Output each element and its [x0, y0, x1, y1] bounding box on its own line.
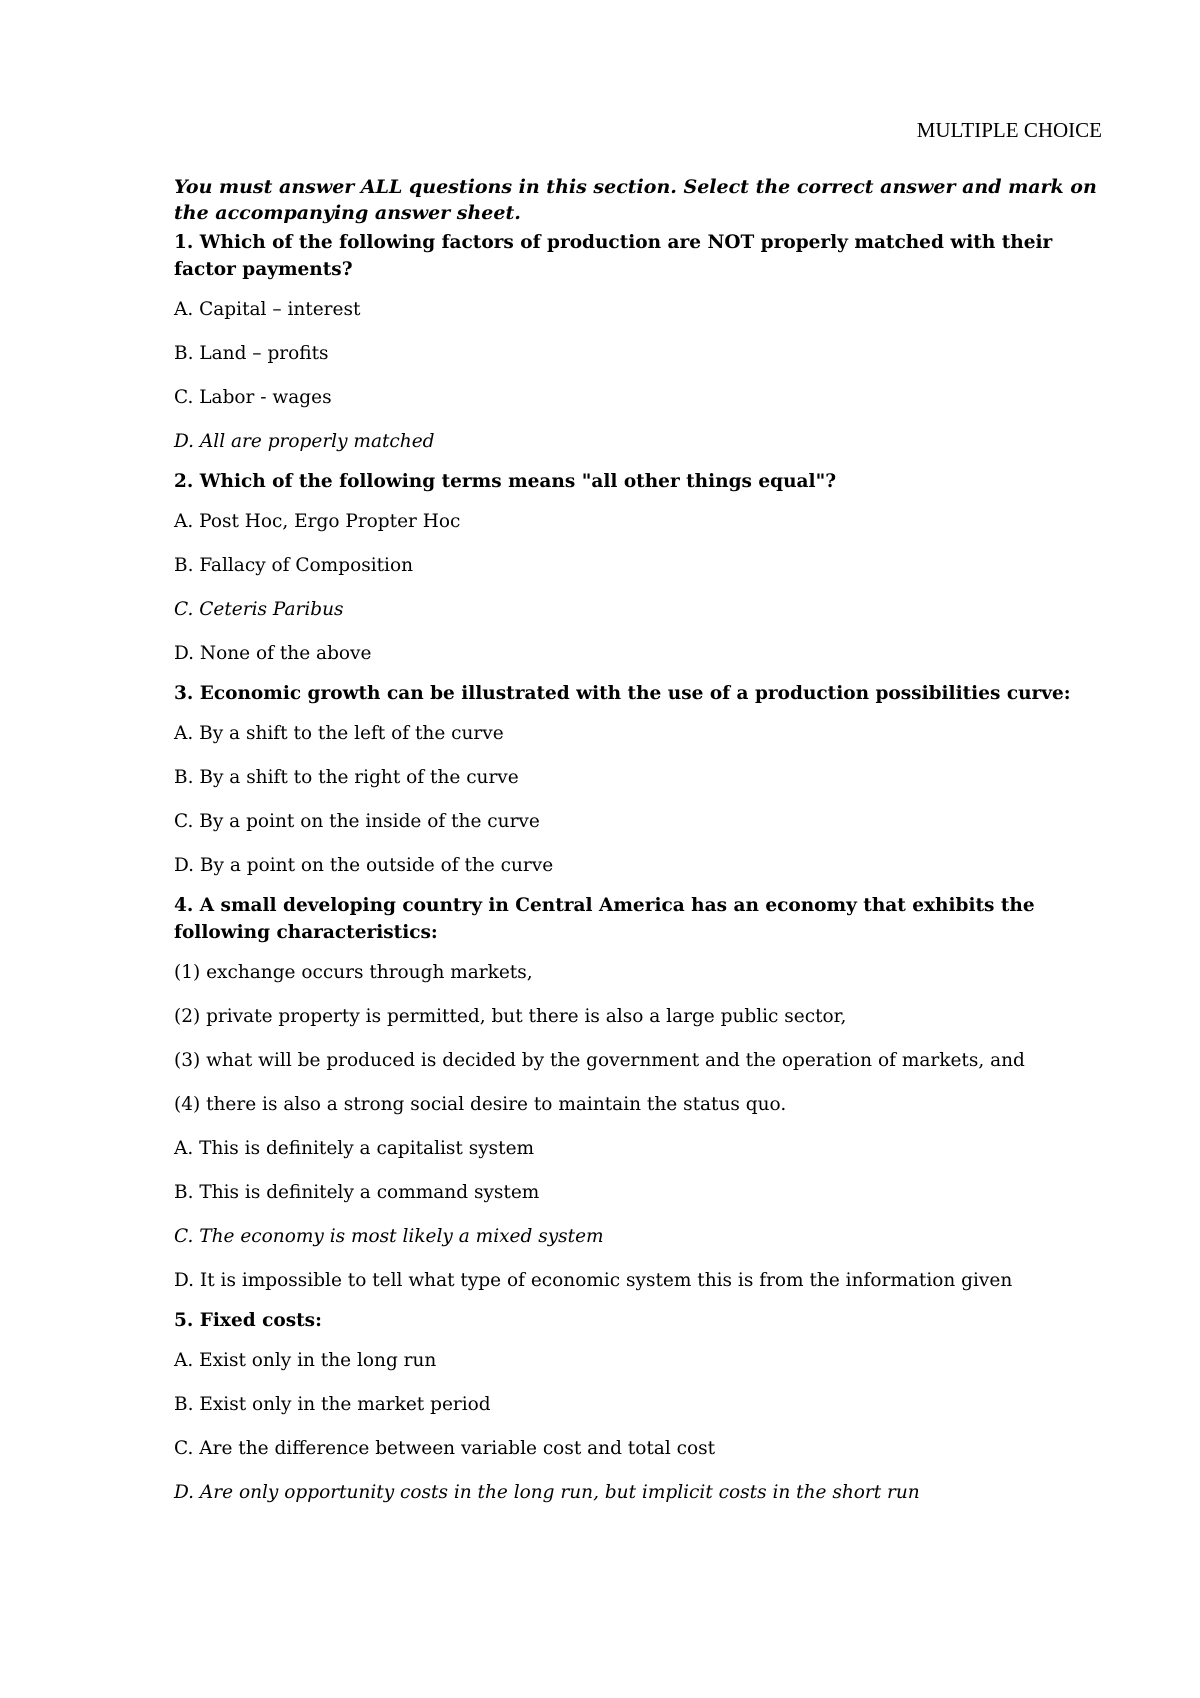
- question-block: [174, 680, 1102, 879]
- answer-option: (3) what will be produced is decided by the government and the operation of markets, and: [174, 1050, 1025, 1071]
- answer-option-marked: C. The economy is most likely a mixed system: [174, 1226, 604, 1247]
- section-title: MULTIPLE CHOICE: [916, 118, 1102, 142]
- answer-option: (2) private property is permitted, but there is also a large public sector,: [174, 1006, 847, 1027]
- question-stem: 4. A small developing country in Central America has an economy that exhibits the following characteristics:: [174, 895, 1035, 943]
- answer-option-marked: D. Are only opportunity costs in the long run, but implicit costs in the short run: [174, 1482, 920, 1503]
- answer-option: C. By a point on the inside of the curve: [174, 811, 540, 832]
- answer-option: C. Labor - wages: [174, 387, 332, 408]
- question-block: [174, 468, 1102, 667]
- question-stem: 1. Which of the following factors of production are NOT properly matched with their factor payments?: [174, 232, 1053, 280]
- answer-option: D. None of the above: [174, 643, 372, 664]
- answer-option-marked: C. Ceteris Paribus: [174, 599, 344, 620]
- question-block: [174, 1307, 1102, 1506]
- answer-option: A. By a shift to the left of the curve: [174, 723, 504, 744]
- answer-option: D. It is impossible to tell what type of economic system this is from the information given: [174, 1270, 1013, 1291]
- answer-option: A. This is definitely a capitalist system: [174, 1138, 535, 1159]
- answer-option: (4) there is also a strong social desire to maintain the status quo.: [174, 1094, 787, 1115]
- answer-option: C. Are the difference between variable cost and total cost: [174, 1438, 716, 1459]
- answer-option: A. Capital – interest: [174, 299, 361, 320]
- answer-option-marked: D. All are properly matched: [174, 431, 435, 452]
- answer-option: B. Fallacy of Composition: [174, 555, 414, 576]
- answer-option: B. By a shift to the right of the curve: [174, 767, 519, 788]
- question-stem: 3. Economic growth can be illustrated with the use of a production possibilities curve:: [174, 683, 1071, 704]
- question-block: [174, 229, 1102, 455]
- answer-option: B. This is definitely a command system: [174, 1182, 540, 1203]
- answer-option: D. By a point on the outside of the curve: [174, 855, 554, 876]
- question-stem: 2. Which of the following terms means "all other things equal"?: [174, 471, 837, 492]
- question-list: [174, 229, 1102, 1519]
- answer-option: B. Exist only in the market period: [174, 1394, 491, 1415]
- instructions-text: You must answer ALL questions in this section. Select the correct answer and mark on the accompanying answer sheet.: [174, 176, 1097, 224]
- answer-option: A. Post Hoc, Ergo Propter Hoc: [174, 511, 461, 532]
- answer-option: A. Exist only in the long run: [174, 1350, 437, 1371]
- question-block: [174, 892, 1102, 1294]
- question-stem: 5. Fixed costs:: [174, 1310, 322, 1331]
- answer-option: B. Land – profits: [174, 343, 329, 364]
- answer-option: (1) exchange occurs through markets,: [174, 962, 533, 983]
